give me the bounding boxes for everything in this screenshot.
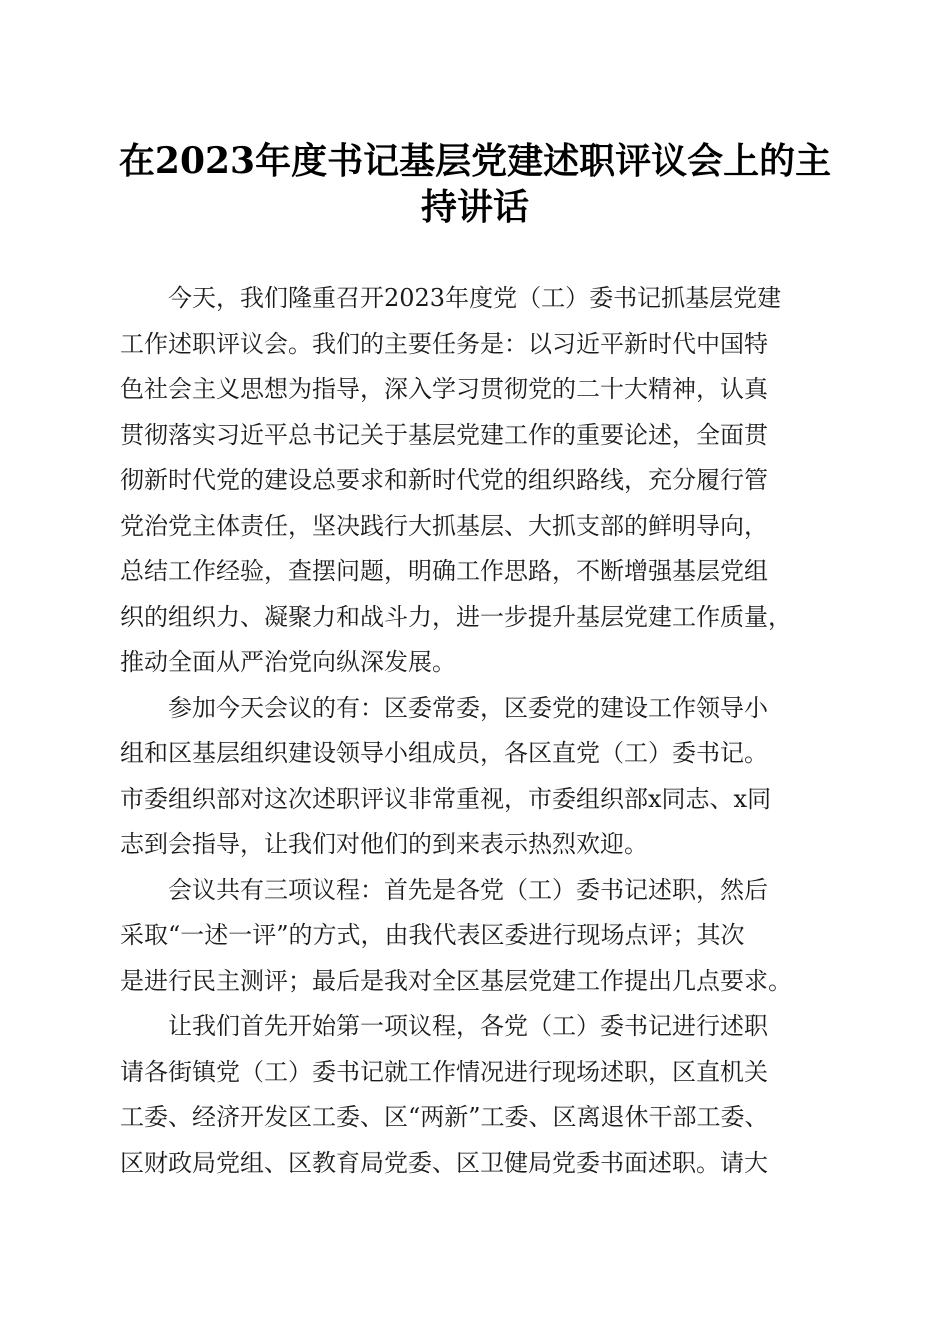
text-line: 区财政局党组、区教育局党委、区卫健局党委书面述职。请大 xyxy=(120,1148,768,1177)
text-line: 今天，我们隆重召开2023年度党（工）委书记抓基层党建 xyxy=(168,284,782,312)
text-line: 推动全面从严治党向纵深发展。 xyxy=(120,648,456,676)
text-line: 是进行民主测评；最后是我对全区基层党建工作提出几点要求。 xyxy=(120,966,792,995)
text-line: 彻新时代党的建设总要求和新时代党的组织路线，充分履行管 xyxy=(120,466,768,494)
paragraph-first-item xyxy=(120,1004,835,1186)
document-title xyxy=(110,138,840,230)
text-line: 请各街镇党（工）委书记就工作情况进行现场述职，区直机关 xyxy=(120,1057,768,1086)
title-line: 持讲话 xyxy=(420,186,529,228)
paragraph-attendees xyxy=(120,686,835,868)
text-line: 采取“一述一评”的方式，由我代表区委进行现场点评；其次 xyxy=(120,921,745,949)
document-body xyxy=(120,276,835,1186)
text-line: 总结工作经验，查摆问题，明确工作思路，不断增强基层党组 xyxy=(120,557,768,585)
text-line: 织的组织力、凝聚力和战斗力，进一步提升基层党建工作质量， xyxy=(120,602,792,631)
title-line: 在2023年度书记基层党建述职评议会上的主 xyxy=(118,140,832,182)
paragraph-agenda xyxy=(120,868,835,1005)
text-line: 工作述职评议会。我们的主要任务是：以习近平新时代中国特 xyxy=(120,329,768,358)
text-line: 党治党主体责任，坚决践行大抓基层、大抓支部的鲜明导向， xyxy=(120,511,768,540)
text-line: 让我们首先开始第一项议程，各党（工）委书记进行述职 xyxy=(168,1012,768,1040)
text-line: 志到会指导，让我们对他们的到来表示热烈欢迎。 xyxy=(120,830,648,858)
text-line: 市委组织部对这次述职评议非常重视，市委组织部x同志、x同 xyxy=(120,784,772,813)
text-line: 贯彻落实习近平总书记关于基层党建工作的重要论述，全面贯 xyxy=(120,420,768,449)
text-line: 参加今天会议的有：区委常委，区委党的建设工作领导小 xyxy=(168,693,768,722)
text-line: 组和区基层组织建设领导小组成员，各区直党（工）委书记。 xyxy=(120,739,768,767)
text-line: 色社会主义思想为指导，深入学习贯彻党的二十大精神，认真 xyxy=(120,375,768,403)
text-line: 会议共有三项议程：首先是各党（工）委书记述职，然后 xyxy=(168,875,768,904)
text-line: 工委、经济开发区工委、区“两新”工委、区离退休干部工委、 xyxy=(120,1103,769,1131)
paragraph-opening xyxy=(120,276,835,686)
